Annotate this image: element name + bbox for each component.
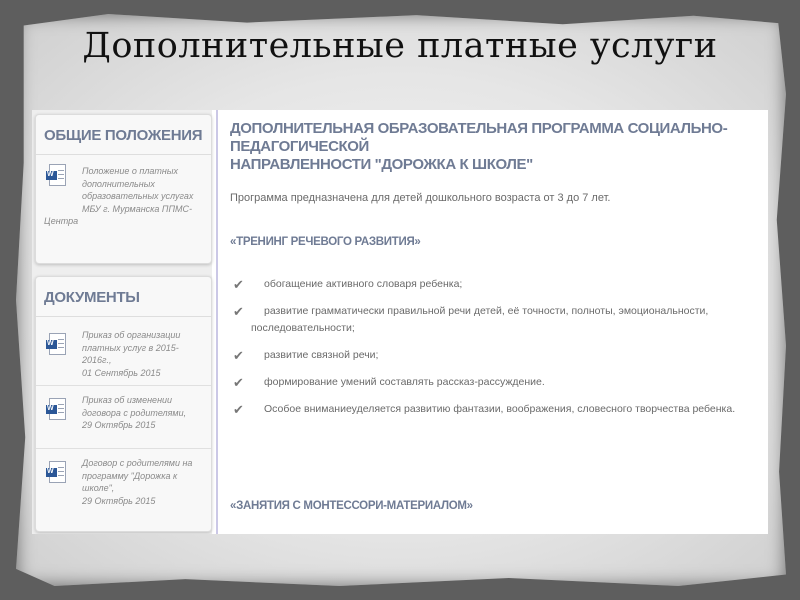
- slide-title: Дополнительные платные услуги: [82, 26, 718, 66]
- list-item: [230, 347, 760, 364]
- list-item: [230, 401, 760, 418]
- doc-title-line: договора с родителями,: [82, 407, 187, 418]
- documents-heading: ДОКУМЕНТЫ: [36, 277, 211, 317]
- documents-panel: [35, 276, 212, 532]
- doc-link-regulations[interactable]: [36, 155, 211, 234]
- doc-title-line: платных услуг в 2015-2016г.,: [82, 342, 179, 365]
- list-item-text: Особое вниманиеуделяется развитию фантазии, воображения, словесного творчества ребенка.: [264, 403, 736, 415]
- word-document-icon: [49, 333, 66, 355]
- list-item-text: развитие грамматически правильной речи детей, её точности, полноты, эмоциональности,: [264, 305, 709, 317]
- check-icon: ✔: [233, 375, 244, 390]
- website-screenshot: [32, 110, 768, 534]
- check-icon: ✔: [233, 304, 244, 319]
- word-document-icon: [49, 461, 66, 483]
- general-provisions-heading: ОБЩИЕ ПОЛОЖЕНИЯ: [36, 115, 211, 155]
- doc-title-line: Договор с родителями на: [82, 458, 193, 468]
- doc-title-line: Приказ об организации: [82, 330, 181, 340]
- section-heading-montessori: «ЗАНЯТИЯ С МОНТЕССОРИ-МАТЕРИАЛОМ»: [230, 500, 473, 512]
- list-item: [230, 374, 760, 391]
- speech-training-list: [230, 276, 760, 428]
- section-heading-speech-training: «ТРЕНИНГ РЕЧЕВОГО РАЗВИТИЯ»: [230, 236, 421, 248]
- doc-title-line: МБУ г. Мурманска ППМС-: [82, 203, 192, 214]
- doc-link-order-change[interactable]: [36, 385, 211, 448]
- column-divider: [216, 110, 218, 534]
- doc-title-line: Центра: [44, 216, 79, 226]
- check-icon: ✔: [233, 348, 244, 363]
- word-document-icon: [49, 398, 66, 420]
- program-description: Программа предназначена для детей дошкольного возраста от 3 до 7 лет.: [230, 192, 611, 204]
- doc-title-line: образовательных услугах: [82, 191, 194, 201]
- doc-title-line: дополнительных: [82, 178, 155, 189]
- sidebar: [32, 110, 212, 534]
- doc-link-order-organization[interactable]: [36, 317, 211, 385]
- list-item: [230, 303, 760, 337]
- doc-link-parent-contract[interactable]: [36, 448, 211, 513]
- doc-title-line: школе",: [82, 483, 115, 493]
- doc-date: 29 Октябрь 2015: [82, 495, 156, 506]
- check-icon: ✔: [233, 402, 244, 417]
- list-item-text: обогащение активного словаря ребенка;: [264, 278, 463, 290]
- list-item: [230, 276, 760, 293]
- list-item-text: формирование умений составлять рассказ-рассуждение.: [264, 376, 545, 388]
- program-title-line1: ДОПОЛНИТЕЛЬНАЯ ОБРАЗОВАТЕЛЬНАЯ ПРОГРАММА СОЦИАЛЬНО-ПЕДАГОГИЧЕСКОЙ: [230, 120, 728, 155]
- list-item-text: развитие связной речи;: [264, 349, 379, 361]
- program-title-line2: НАПРАВЛЕННОСТИ "ДОРОЖКА К ШКОЛЕ": [230, 156, 533, 173]
- doc-date: 29 Октябрь 2015: [82, 420, 156, 430]
- word-document-icon: [49, 164, 66, 186]
- general-provisions-panel: [35, 114, 212, 264]
- list-item-text-continued: последовательности;: [251, 322, 355, 334]
- doc-title-line: Положение о платных: [82, 166, 178, 176]
- program-title: [230, 120, 760, 174]
- doc-title-line: Приказ об изменении: [82, 395, 173, 405]
- doc-title-line: программу "Дорожка к: [82, 470, 178, 481]
- doc-date: 01 Сентябрь 2015: [82, 367, 161, 378]
- check-icon: ✔: [233, 277, 244, 292]
